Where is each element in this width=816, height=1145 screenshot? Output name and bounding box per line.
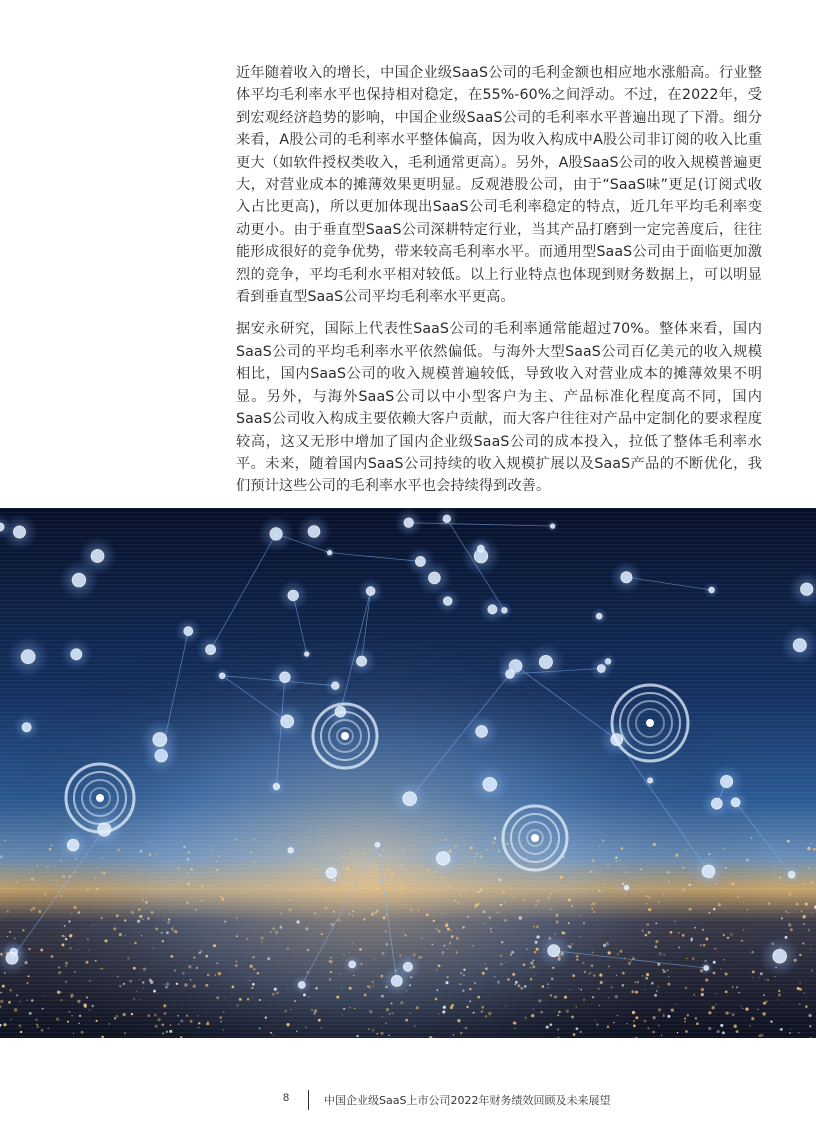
page-number: 8 — [283, 1092, 290, 1104]
city-network-image — [0, 508, 816, 1038]
paragraph-gross-margin-trend: 近年随着收入的增长，中国企业级SaaS公司的毛利金额也相应地水涨船高。行业整体平均毛利率水平也保持相对稳定，在55%-60%之间浮动。不过，在2022年，受到宏观经济趋势的影响，中国企业级SaaS公司的毛利率水平普遍出现了下滑。细分来看，A股公司的毛利率水平整体偏高，因为收入构成中A股公司非订阅的收入比重更大（如软件授权类收入，毛利通常更高）。另外，A股SaaS公司的收入规模普遍更大，对营业成本的摊薄效果更明显。反观港股公司，由于“SaaS味”更足(订阅式收入占比更高)，所以更加体现出SaaS公司毛利率稳定的特点，近几年平均毛利率变动更小。由于垂直型SaaS公司深耕特定行业，当其产品打磨到一定完善度后，往往能形成很好的竞争优势，带来较高毛利率水平。而通用型SaaS公司由于面临更加激烈的竞争，平均毛利水平相对较低。以上行业特点也体现到财务数据上，可以明显看到垂直型SaaS公司平均毛利率水平更高。 — [236, 65, 762, 306]
body-text — [236, 62, 762, 508]
report-title: 中国企业级SaaS上市公司2022年财务绩效回顾及未来展望 — [324, 1094, 611, 1107]
footer-divider — [308, 1090, 309, 1110]
scanline-overlay — [0, 508, 816, 1038]
paragraph-international-comparison: 据安永研究，国际上代表性SaaS公司的毛利率通常能超过70%。整体来看，国内SaaS公司的平均毛利率水平依然偏低。与海外大型SaaS公司百亿美元的收入规模相比，国内SaaS公司的收入规模普遍较低，导致收入对营业成本的摊薄效果不明显。另外，与海外SaaS公司以中小型客户为主、产品标准化程度高不同，国内SaaS公司收入构成主要依赖大客户贡献，而大客户往往对产品中定制化的要求程度较高，这又无形中增加了国内企业级SaaS公司的成本投入，拉低了整体毛利率水平。未来，随着国内SaaS公司持续的收入规模扩展以及SaaS产品的不断优化，我们预计这些公司的毛利率水平也会持续得到改善。 — [236, 321, 762, 495]
page-footer — [0, 1090, 816, 1112]
